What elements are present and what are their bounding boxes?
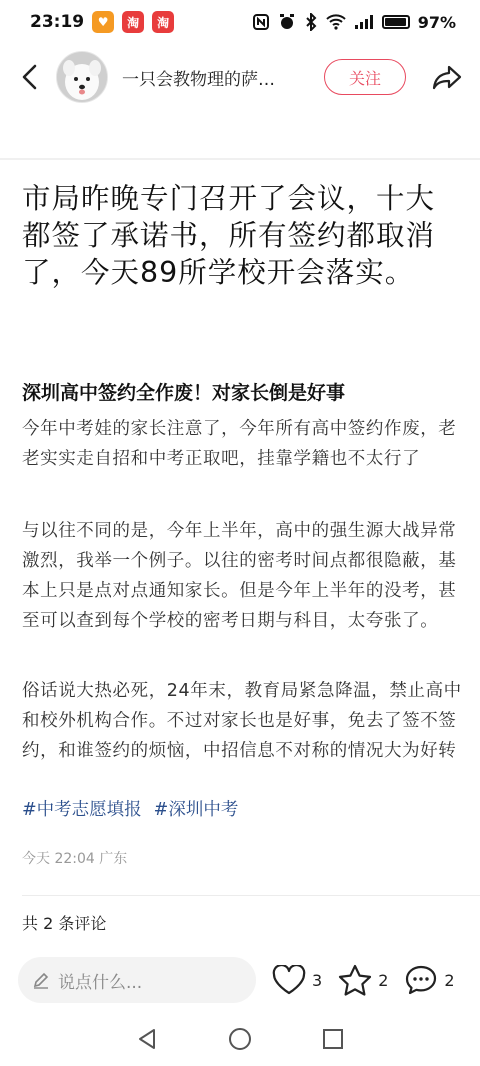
bluetooth-icon [304, 13, 318, 31]
status-time: 23:19 [30, 12, 85, 32]
system-back-button[interactable] [136, 1027, 158, 1055]
comment-bubble-icon [404, 964, 438, 996]
triangle-back-icon [136, 1027, 158, 1051]
tag-list [22, 796, 238, 821]
divider [22, 895, 480, 896]
signal-icon [354, 14, 374, 30]
back-button[interactable] [16, 57, 44, 97]
alarm-icon [278, 13, 296, 31]
chevron-left-icon [21, 64, 39, 90]
comment-count: 共 2 条评论 [22, 914, 107, 933]
comment-button[interactable] [404, 964, 454, 996]
favorite-count: 2 [378, 970, 389, 990]
post-paragraph-1: 今年中考娃的家长注意了，今年所有高中签约作废，老老实实走自招和中考正取吧，挂靠学籍也不太行了 [22, 419, 457, 469]
pencil-icon [32, 971, 50, 989]
square-recents-icon [322, 1028, 344, 1050]
post-paragraph-2: 与以往不同的是，今年上半年，高中的强生源大战异常激烈，我举一个例子。以往的密考时间点都很隐蔽，基本上只是点对点通知家长。但是今年上半年的没考，甚至可以查到每个学校的密考日期与科目，太夸张了。 [22, 521, 457, 631]
heart-app-icon: ♥ [92, 11, 114, 33]
post-title: 深圳高中签约全作废！对家长倒是好事 [22, 382, 346, 404]
star-icon [338, 964, 372, 996]
system-nav-bar [0, 1016, 480, 1066]
post-headline: 市局昨晚专门召开了会议，十大都签了承诺书，所有签约都取消了，今天89所学校开会落实。 [22, 182, 436, 289]
post-paragraph-3: 俗话说大热必死，24年末，教育局紧急降温，禁止高中和校外机构合作。不过对家长也是好事，免去了签不签约，和谁签约的烦恼，中招信息不对称的情况大为好转 [22, 681, 462, 761]
post-meta: 今天 22:04 广东 [22, 851, 128, 867]
battery-level: 97% [417, 12, 456, 32]
comment-input[interactable] [18, 957, 256, 1003]
nav-bar [0, 44, 480, 110]
bottom-bar [0, 950, 480, 1010]
heart-icon [272, 965, 306, 995]
like-count: 3 [312, 970, 323, 990]
divider [0, 158, 480, 160]
dog-avatar-icon [57, 52, 107, 102]
wifi-icon [326, 14, 346, 30]
author-name[interactable]: 一只会教物理的萨… [122, 69, 275, 90]
favorite-button[interactable] [338, 964, 388, 996]
tag-shenzhen-zhongkao[interactable]: #深圳中考 [153, 800, 239, 820]
comment-input-placeholder: 说点什么... [58, 972, 143, 993]
system-recents-button[interactable] [322, 1028, 344, 1054]
follow-button[interactable]: 关注 [324, 59, 406, 95]
system-home-button[interactable] [228, 1027, 252, 1055]
tag-zhongkao-zhiyuan[interactable]: #中考志愿填报 [22, 800, 142, 820]
battery-icon [382, 15, 410, 29]
comment-count-badge: 2 [444, 970, 455, 990]
taobao-app-icon-2: 淘 [152, 11, 174, 33]
avatar[interactable] [56, 51, 108, 103]
like-button[interactable] [272, 965, 322, 995]
share-icon [432, 64, 462, 90]
circle-home-icon [228, 1027, 252, 1051]
status-bar [0, 0, 480, 44]
nfc-icon [252, 13, 270, 31]
share-button[interactable] [430, 60, 464, 94]
taobao-app-icon: 淘 [122, 11, 144, 33]
